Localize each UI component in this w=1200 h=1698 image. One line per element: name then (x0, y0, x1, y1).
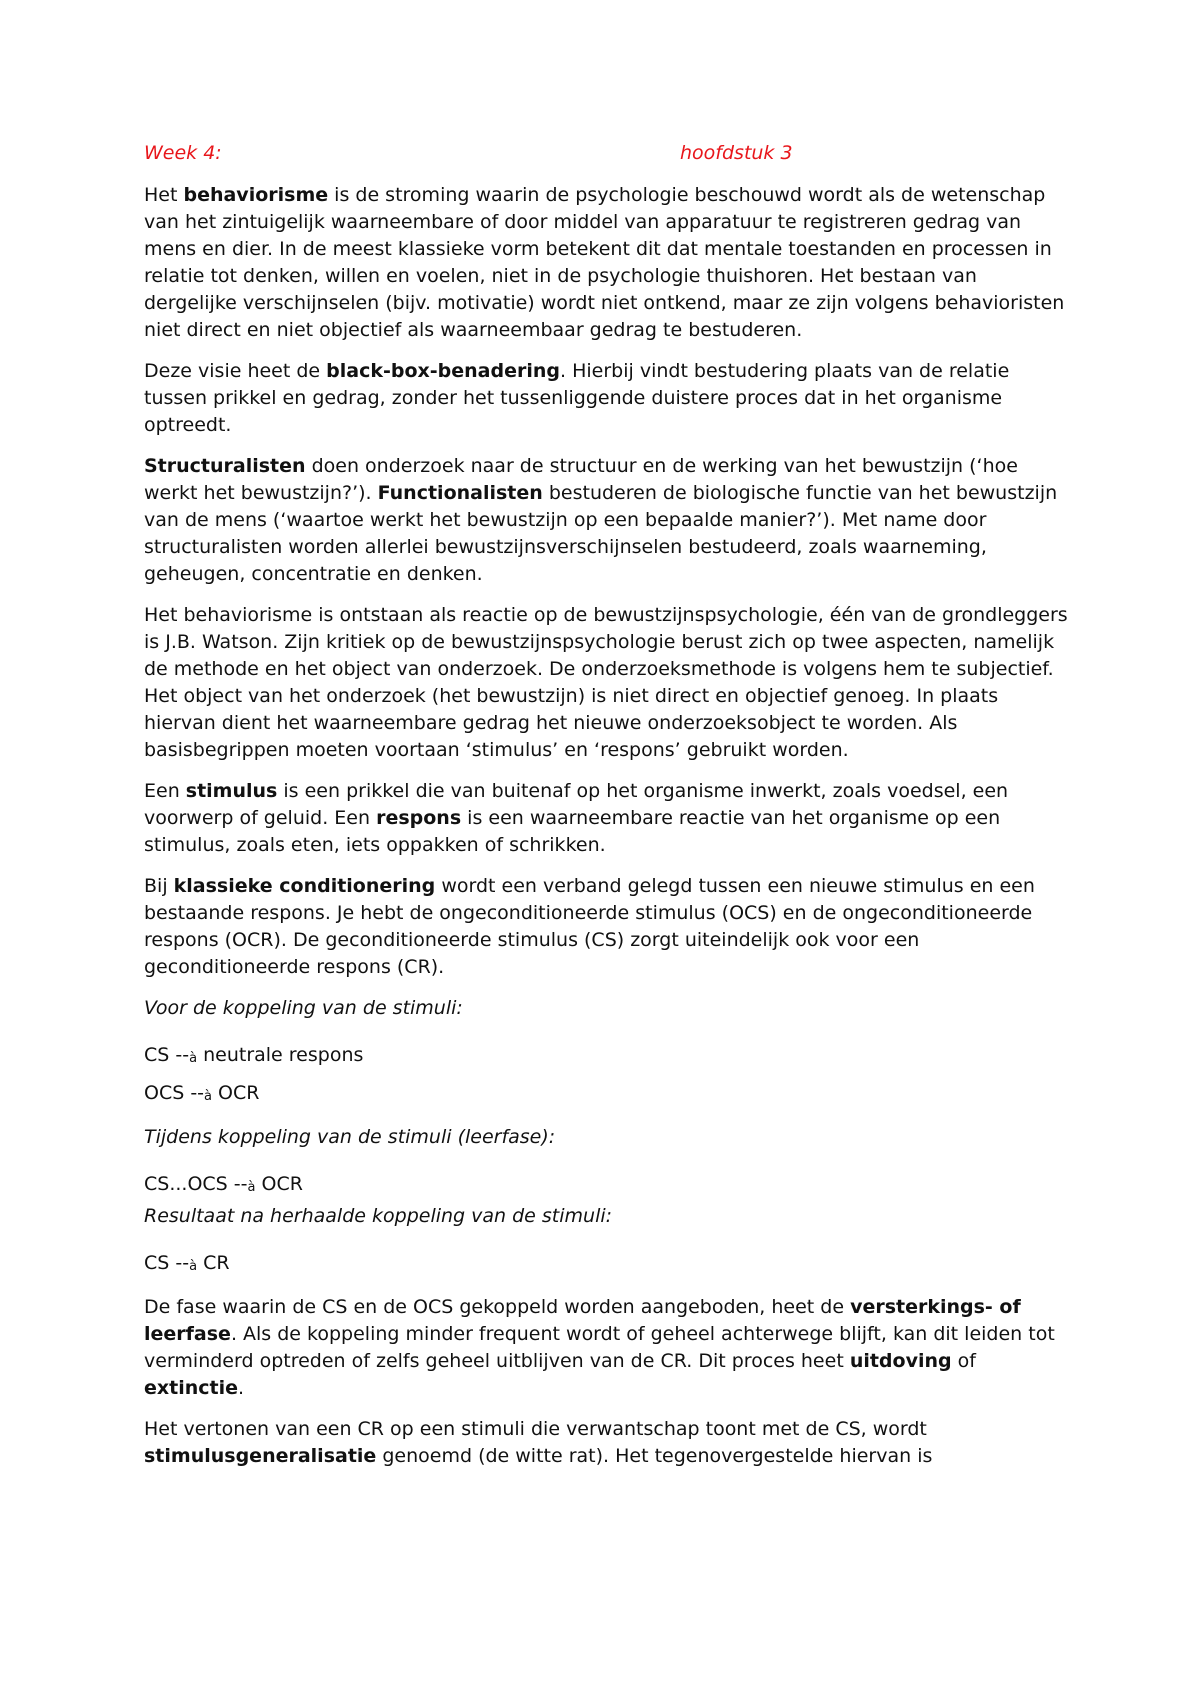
paragraph-behaviorisme: Het behaviorisme is de stroming waarin de psychologie beschouwd wordt als de wetenschap van het zintuigelijk waarneembare of door middel van apparatuur te registreren gedrag van mens en dier. In de meest klassieke vorm betekent dit dat mentale toestanden en processen in relatie tot denken, willen en voelen, niet in de psychologie thuishoren. Het bestaan van dergelijke verschijnselen (bijv. motivatie) wordt niet ontkend, maar ze zijn volgens behavioristen niet direct en niet objectief als waarneembaar gedrag te bestuderen. (144, 184, 1065, 341)
term-stimulusgeneralisatie: stimulusgeneralisatie (144, 1445, 377, 1467)
arrow-right-icon: à (189, 1051, 198, 1066)
arrow-right-icon: à (189, 1259, 198, 1274)
scheme-line-ocs-ocr: OCS --à OCR (144, 1082, 260, 1104)
chapter-heading: hoofdstuk 3 (680, 142, 793, 164)
scheme-line-cs-ocs-ocr: CS...OCS --à OCR (144, 1173, 303, 1195)
paragraph-stimulus: Een stimulus is een prikkel die van buitenaf op het organisme inwerkt, zoals voedsel, een voorwerp of geluid. Een respons is een waarneembare reactie van het organisme op een stimulus, zoals eten, iets oppakken of schrikken. (144, 780, 1009, 856)
term-black-box: black-box-benadering (326, 360, 561, 382)
term-uitdoving: uitdoving (849, 1350, 952, 1372)
week-heading: Week 4: (144, 142, 222, 164)
term-stimulus: stimulus (185, 780, 278, 802)
label-during-coupling: Tijdens koppeling van de stimuli (leerfase): (144, 1126, 556, 1148)
label-before-coupling: Voor de koppeling van de stimuli: (144, 997, 463, 1019)
scheme-line-cs-neutral: CS --à neutrale respons (144, 1044, 364, 1066)
term-behaviorisme: behaviorisme (183, 184, 329, 206)
arrow-right-icon: à (204, 1089, 213, 1104)
term-structuralisten: Structuralisten (144, 455, 306, 477)
term-functionalisten: Functionalisten (377, 482, 543, 504)
document-page (144, 140, 1074, 1484)
label-after-coupling: Resultaat na herhaalde koppeling van de stimuli: (144, 1205, 613, 1227)
paragraph-stimulusgeneralisatie: Het vertonen van een CR op een stimuli die verwantschap toont met de CS, wordt stimulusgeneralisatie genoemd (de witte rat). Het tegenovergestelde hiervan is (144, 1418, 933, 1467)
paragraph-klassieke-conditionering: Bij klassieke conditionering wordt een verband gelegd tussen een nieuwe stimulus en een bestaande respons. Je hebt de ongeconditioneerde stimulus (OCS) en de ongeconditioneerde respons (OCR). De geconditioneerde stimulus (CS) zorgt uiteindelijk ook voor een geconditioneerde respons (CR). (144, 875, 1035, 978)
arrow-right-icon: à (247, 1180, 256, 1195)
term-versterkings-leerfase: versterkings- of leerfase (144, 1296, 1021, 1345)
term-extinctie: extinctie (144, 1377, 239, 1399)
scheme-line-cs-cr: CS --à CR (144, 1252, 230, 1274)
paragraph-versterkingsfase: De fase waarin de CS en de OCS gekoppeld worden aangeboden, heet de versterkings- of leerfase. Als de koppeling minder frequent wordt of geheel achterwege blijft, kan dit leiden tot verminderd optreden of zelfs geheel uitblijven van de CR. Dit proces heet uitdoving of extinctie. (144, 1296, 1055, 1399)
paragraph-watson: Het behaviorisme is ontstaan als reactie op de bewustzijnspsychologie, één van de grondleggers is J.B. Watson. Zijn kritiek op de bewustzijnspsychologie berust zich op twee aspecten, namelijk de methode en het object van onderzoek. De onderzoeksmethode is volgens hem te subjectief. Het object van het onderzoek (het bewustzijn) is niet direct en objectief genoeg. In plaats hiervan dient het waarneembare gedrag het nieuwe onderzoeksobject te worden. Als basisbegrippen moeten voortaan ‘stimulus’ en ‘respons’ gebruikt worden. (144, 604, 1068, 761)
term-klassieke-conditionering: klassieke conditionering (173, 875, 436, 897)
heading-row (144, 140, 1074, 168)
paragraph-structuralisten: Structuralisten doen onderzoek naar de structuur en de werking van het bewustzijn (‘hoe werkt het bewustzijn?’). Functionalisten bestuderen de biologische functie van het bewustzijn van de mens (‘waartoe werkt het bewustzijn op een bepaalde manier?’). Met name door structuralisten worden allerlei bewustzijnsverschijnselen bestudeerd, zoals waarneming, geheugen, concentratie en denken. (144, 455, 1058, 585)
term-respons: respons (376, 807, 462, 829)
paragraph-black-box: Deze visie heet de black-box-benadering. Hierbij vindt bestudering plaats van de relatie tussen prikkel en gedrag, zonder het tussenliggende duistere proces dat in het organisme optreedt. (144, 360, 1010, 436)
